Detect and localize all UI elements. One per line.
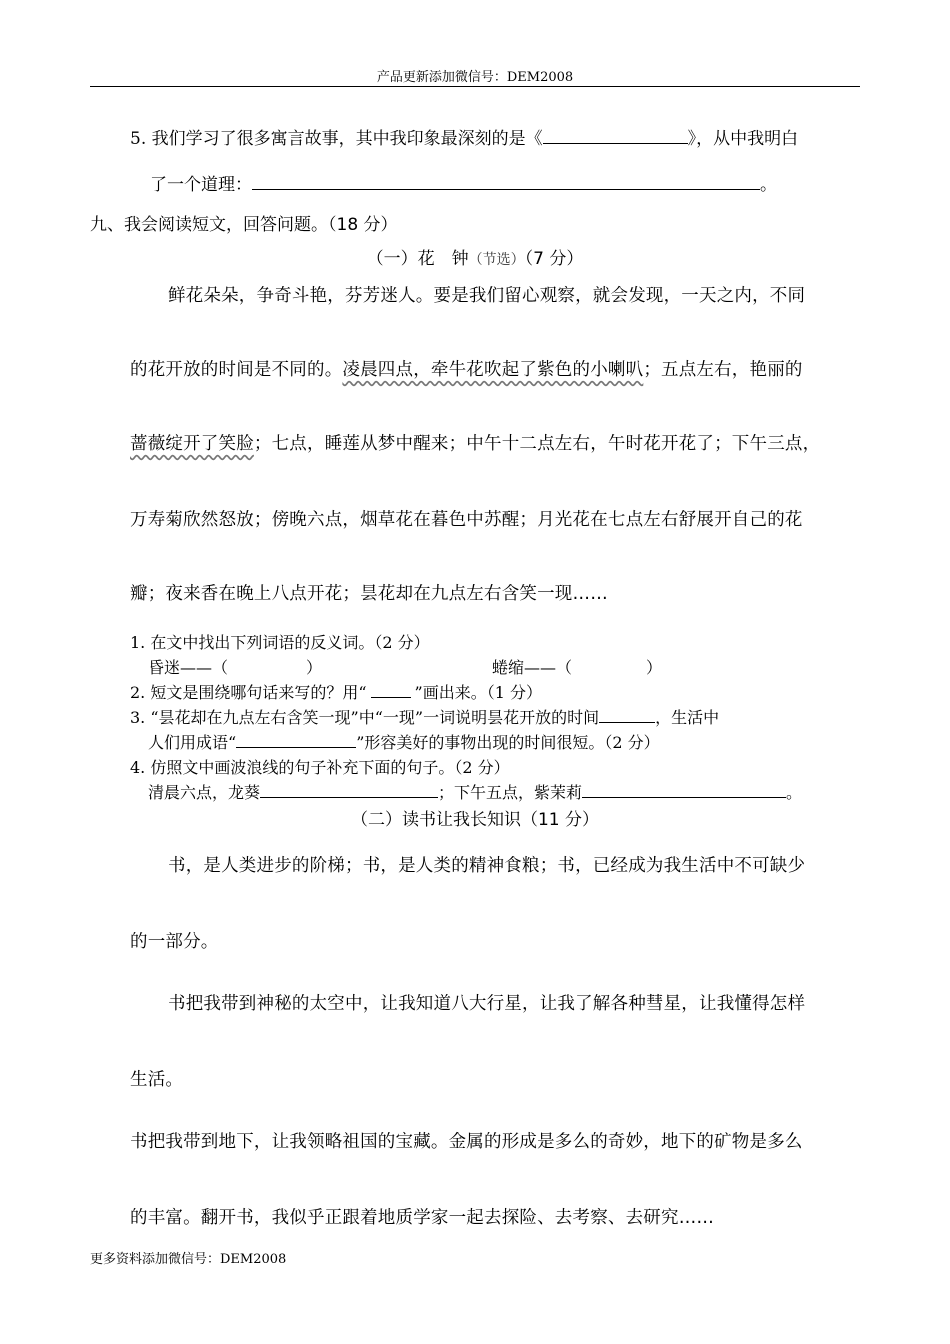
passage2-line6: 的丰富。翻开书，我似乎正跟着地质学家一起去探险、去考察、去研究…… xyxy=(130,1208,715,1228)
q1-item-a-label: 昏迷——（ xyxy=(148,658,229,677)
q5-text-a: 5. 我们学习了很多寓言故事，其中我印象最深刻的是《 xyxy=(130,129,543,149)
passage1-line3-b: ；七点，睡莲从梦中醒来；中午十二点左右，午时花开花了；下午三点， xyxy=(253,434,821,454)
q1-item-a-end: ） xyxy=(306,658,323,677)
q2-line xyxy=(130,680,542,703)
passage2-line1: 书，是人类进步的阶梯；书，是人类的精神食粮；书，已经成为我生活中不可缺少 xyxy=(168,856,806,876)
q3-line2 xyxy=(148,730,660,753)
passage1-title xyxy=(0,244,950,269)
q1-item-b xyxy=(492,655,662,678)
q4-text-c: 。 xyxy=(786,783,803,802)
wavy-sentence-2: 蔷薇绽开了笑脸 xyxy=(130,434,254,454)
q5-line2 xyxy=(150,170,777,195)
header-rule xyxy=(90,86,860,87)
q3-blank-idiom xyxy=(236,731,356,748)
q3-text-b: ，生活中 xyxy=(655,708,720,727)
passage1-line2 xyxy=(130,356,803,381)
page-footer: 更多资料添加微信号：DEM2008 xyxy=(90,1252,287,1267)
passage2-line5: 书把我带到地下，让我领略祖国的宝藏。金属的形成是多么的奇妙，地下的矿物是多么 xyxy=(130,1132,803,1152)
passage1-line2-b: ；五点左右，艳丽的 xyxy=(643,360,803,380)
q4-blank-a xyxy=(260,781,438,798)
q5-blank-reason xyxy=(252,173,760,190)
q4-line xyxy=(148,780,802,803)
page-header: 产品更新添加微信号：DEM2008 xyxy=(376,70,574,85)
q5-text-d: 。 xyxy=(760,175,777,195)
passage2-line4: 生活。 xyxy=(130,1070,184,1090)
wavy-sentence-1: 凌晨四点，牵牛花吹起了紫色的小喇叭 xyxy=(342,360,644,380)
q4-text-b: ；下午五点，紫茉莉 xyxy=(438,783,583,802)
q3-text-d: ”形容美好的事物出现的时间很短。（2 分） xyxy=(356,733,660,752)
passage1-title-score: （7 分） xyxy=(524,249,584,269)
passage1-title-main: （一）花 钟 xyxy=(366,249,469,269)
q2-underline-sample xyxy=(371,681,411,698)
q1-item-b-end: ） xyxy=(646,658,663,677)
passage1-title-note: （节选） xyxy=(468,252,525,268)
q3-line1 xyxy=(130,705,719,728)
q4-blank-b xyxy=(582,781,786,798)
q2-text-b: ”画出来。（1 分） xyxy=(414,683,542,702)
q1-item-a xyxy=(148,655,322,678)
passage2-title: （二）读书让我长知识（11 分） xyxy=(350,810,600,830)
passage1-line2-a: 的花开放的时间是不同的。 xyxy=(130,360,343,380)
q4-prompt: 4. 仿照文中画波浪线的句子补充下面的句子。（2 分） xyxy=(130,758,510,777)
q5-text-b: 》，从中我明白 xyxy=(687,129,799,149)
passage2-line3: 书把我带到神秘的太空中，让我知道八大行星，让我了解各种彗星，让我懂得怎样 xyxy=(168,994,806,1014)
passage1-line1: 鲜花朵朵，争奇斗艳，芬芳迷人。要是我们留心观察，就会发现，一天之内，不同 xyxy=(168,286,806,306)
q3-text-a: 3. “昙花却在九点左右含笑一现”中“一现”一词说明昙花开放的时间 xyxy=(130,708,600,727)
section9-title: 九、我会阅读短文，回答问题。（18 分） xyxy=(90,215,398,235)
q2-text-a: 2. 短文是围绕哪句话来写的？用“ xyxy=(130,683,367,702)
q4-text-a: 清晨六点，龙葵 xyxy=(148,783,261,802)
q3-blank-time xyxy=(599,706,655,723)
passage1-line4: 万寿菊欣然怒放；傍晚六点，烟草花在暮色中苏醒；月光花在七点左右舒展开自己的花 xyxy=(130,510,803,530)
q1-prompt: 1. 在文中找出下列词语的反义词。（2 分） xyxy=(130,633,430,652)
q5-text-c: 了一个道理： xyxy=(150,175,252,195)
passage1-line5: 瓣；夜来香在晚上八点开花；昙花却在九点左右含笑一现…… xyxy=(130,584,608,604)
q5-line1 xyxy=(130,124,798,149)
passage2-line2: 的一部分。 xyxy=(130,932,219,952)
passage1-line3 xyxy=(130,430,820,455)
q5-blank-story xyxy=(543,127,688,144)
q3-text-c: 人们用成语“ xyxy=(148,733,237,752)
q1-item-b-label: 蜷缩——（ xyxy=(492,658,573,677)
